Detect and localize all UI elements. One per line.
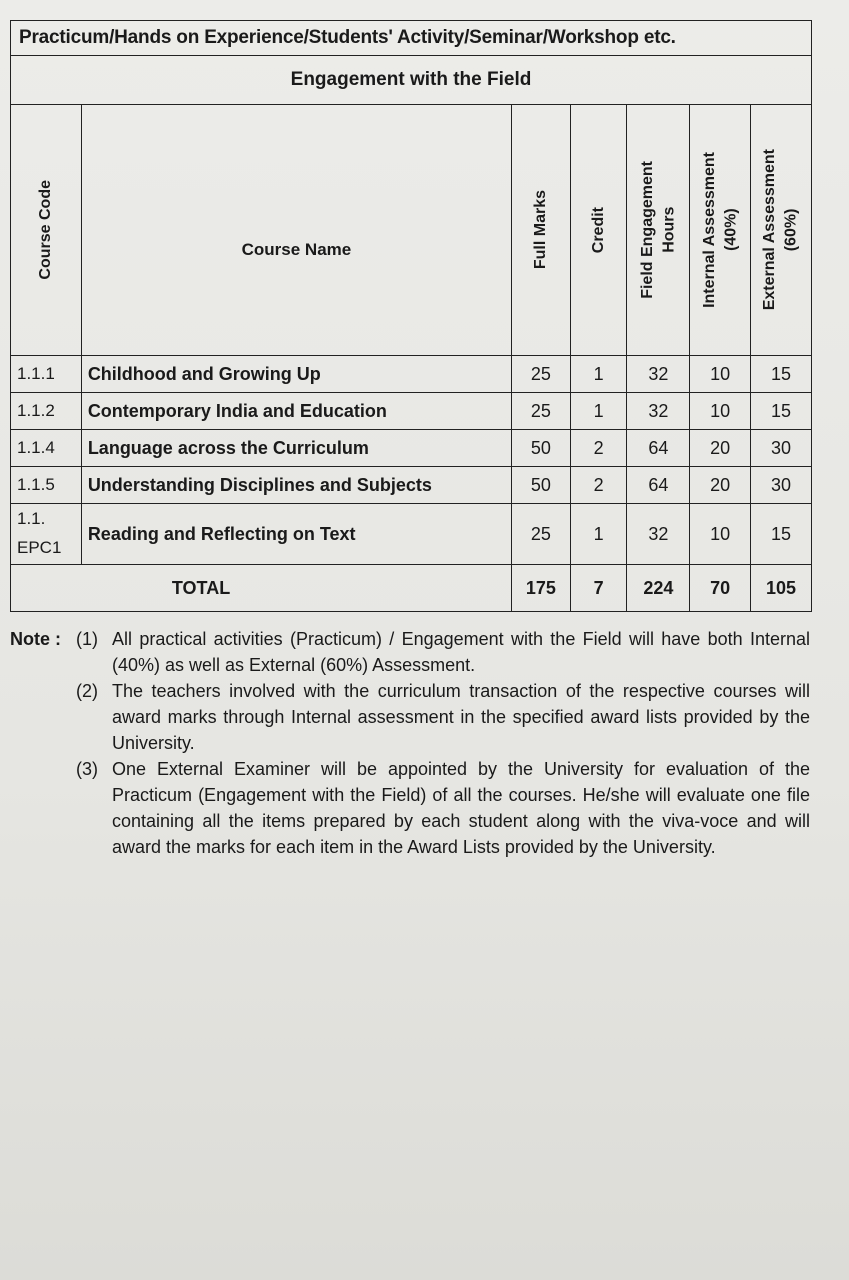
table-row (11, 393, 812, 430)
course-name: Understanding Disciplines and Subjects (81, 467, 511, 504)
credit: 1 (570, 356, 627, 393)
full-marks: 50 (512, 430, 571, 467)
note-number: (2) (76, 681, 98, 701)
header-course-code: Course Code (11, 105, 82, 356)
external-assessment: 15 (751, 356, 812, 393)
course-code: 1.1. EPC1 (11, 504, 82, 565)
header-row (11, 105, 812, 356)
field-hours: 32 (627, 356, 690, 393)
notes-section (10, 626, 810, 860)
field-hours: 64 (627, 430, 690, 467)
total-external-assessment: 105 (751, 565, 812, 612)
table-row (11, 467, 812, 504)
note-item (10, 756, 810, 860)
course-name: Childhood and Growing Up (81, 356, 511, 393)
table-row (11, 430, 812, 467)
course-code: 1.1.4 (11, 430, 82, 467)
course-name: Contemporary India and Education (81, 393, 511, 430)
external-assessment: 30 (751, 467, 812, 504)
full-marks: 25 (512, 504, 571, 565)
header-course-name: Course Name (81, 105, 511, 356)
internal-assessment: 10 (690, 356, 751, 393)
field-hours: 64 (627, 467, 690, 504)
note-text: All practical activities (Practicum) / Engagement with the Field will have both Internal (40%) as well as External (60%) Assessment. (112, 629, 810, 675)
header-internal-assessment: Internal Assessment (40%) (690, 105, 751, 356)
field-hours: 32 (627, 504, 690, 565)
header-full-marks: Full Marks (512, 105, 571, 356)
table-title: Practicum/Hands on Experience/Students' Activity/Seminar/Workshop etc. (11, 21, 812, 56)
internal-assessment: 20 (690, 430, 751, 467)
notes-label: Note : (10, 629, 61, 649)
table-row (11, 356, 812, 393)
note-text: The teachers involved with the curriculum transaction of the respective courses will award marks through Internal assessment in the specified award lists provided by the University. (112, 681, 810, 753)
total-credit: 7 (570, 565, 627, 612)
note-number: (1) (76, 629, 98, 649)
total-row (11, 565, 812, 612)
table-subtitle: Engagement with the Field (11, 56, 812, 105)
total-field-hours: 224 (627, 565, 690, 612)
course-name: Reading and Reflecting on Text (81, 504, 511, 565)
assessment-table (10, 20, 812, 612)
credit: 2 (570, 430, 627, 467)
note-text: One External Examiner will be appointed by the University for evaluation of the Practicum (Engagement with the Field) of all the courses. He/she will evaluate one file containing all the items prepared by each student along with the viva-voce and will award the marks for each item in the Award Lists provided by the University. (112, 759, 810, 857)
header-field-hours: Field Engagement Hours (627, 105, 690, 356)
full-marks: 25 (512, 393, 571, 430)
note-item (10, 626, 810, 678)
credit: 1 (570, 393, 627, 430)
table-row (11, 504, 812, 565)
course-code: 1.1.1 (11, 356, 82, 393)
field-hours: 32 (627, 393, 690, 430)
note-number: (3) (76, 759, 98, 779)
external-assessment: 15 (751, 504, 812, 565)
header-credit: Credit (570, 105, 627, 356)
course-code: 1.1.2 (11, 393, 82, 430)
course-name: Language across the Curriculum (81, 430, 511, 467)
internal-assessment: 10 (690, 393, 751, 430)
course-code: 1.1.5 (11, 467, 82, 504)
credit: 2 (570, 467, 627, 504)
header-external-assessment: External Assessment (60%) (751, 105, 812, 356)
external-assessment: 15 (751, 393, 812, 430)
total-label: TOTAL (11, 565, 512, 612)
full-marks: 50 (512, 467, 571, 504)
full-marks: 25 (512, 356, 571, 393)
external-assessment: 30 (751, 430, 812, 467)
total-internal-assessment: 70 (690, 565, 751, 612)
total-full-marks: 175 (512, 565, 571, 612)
note-item (10, 678, 810, 756)
credit: 1 (570, 504, 627, 565)
internal-assessment: 10 (690, 504, 751, 565)
internal-assessment: 20 (690, 467, 751, 504)
